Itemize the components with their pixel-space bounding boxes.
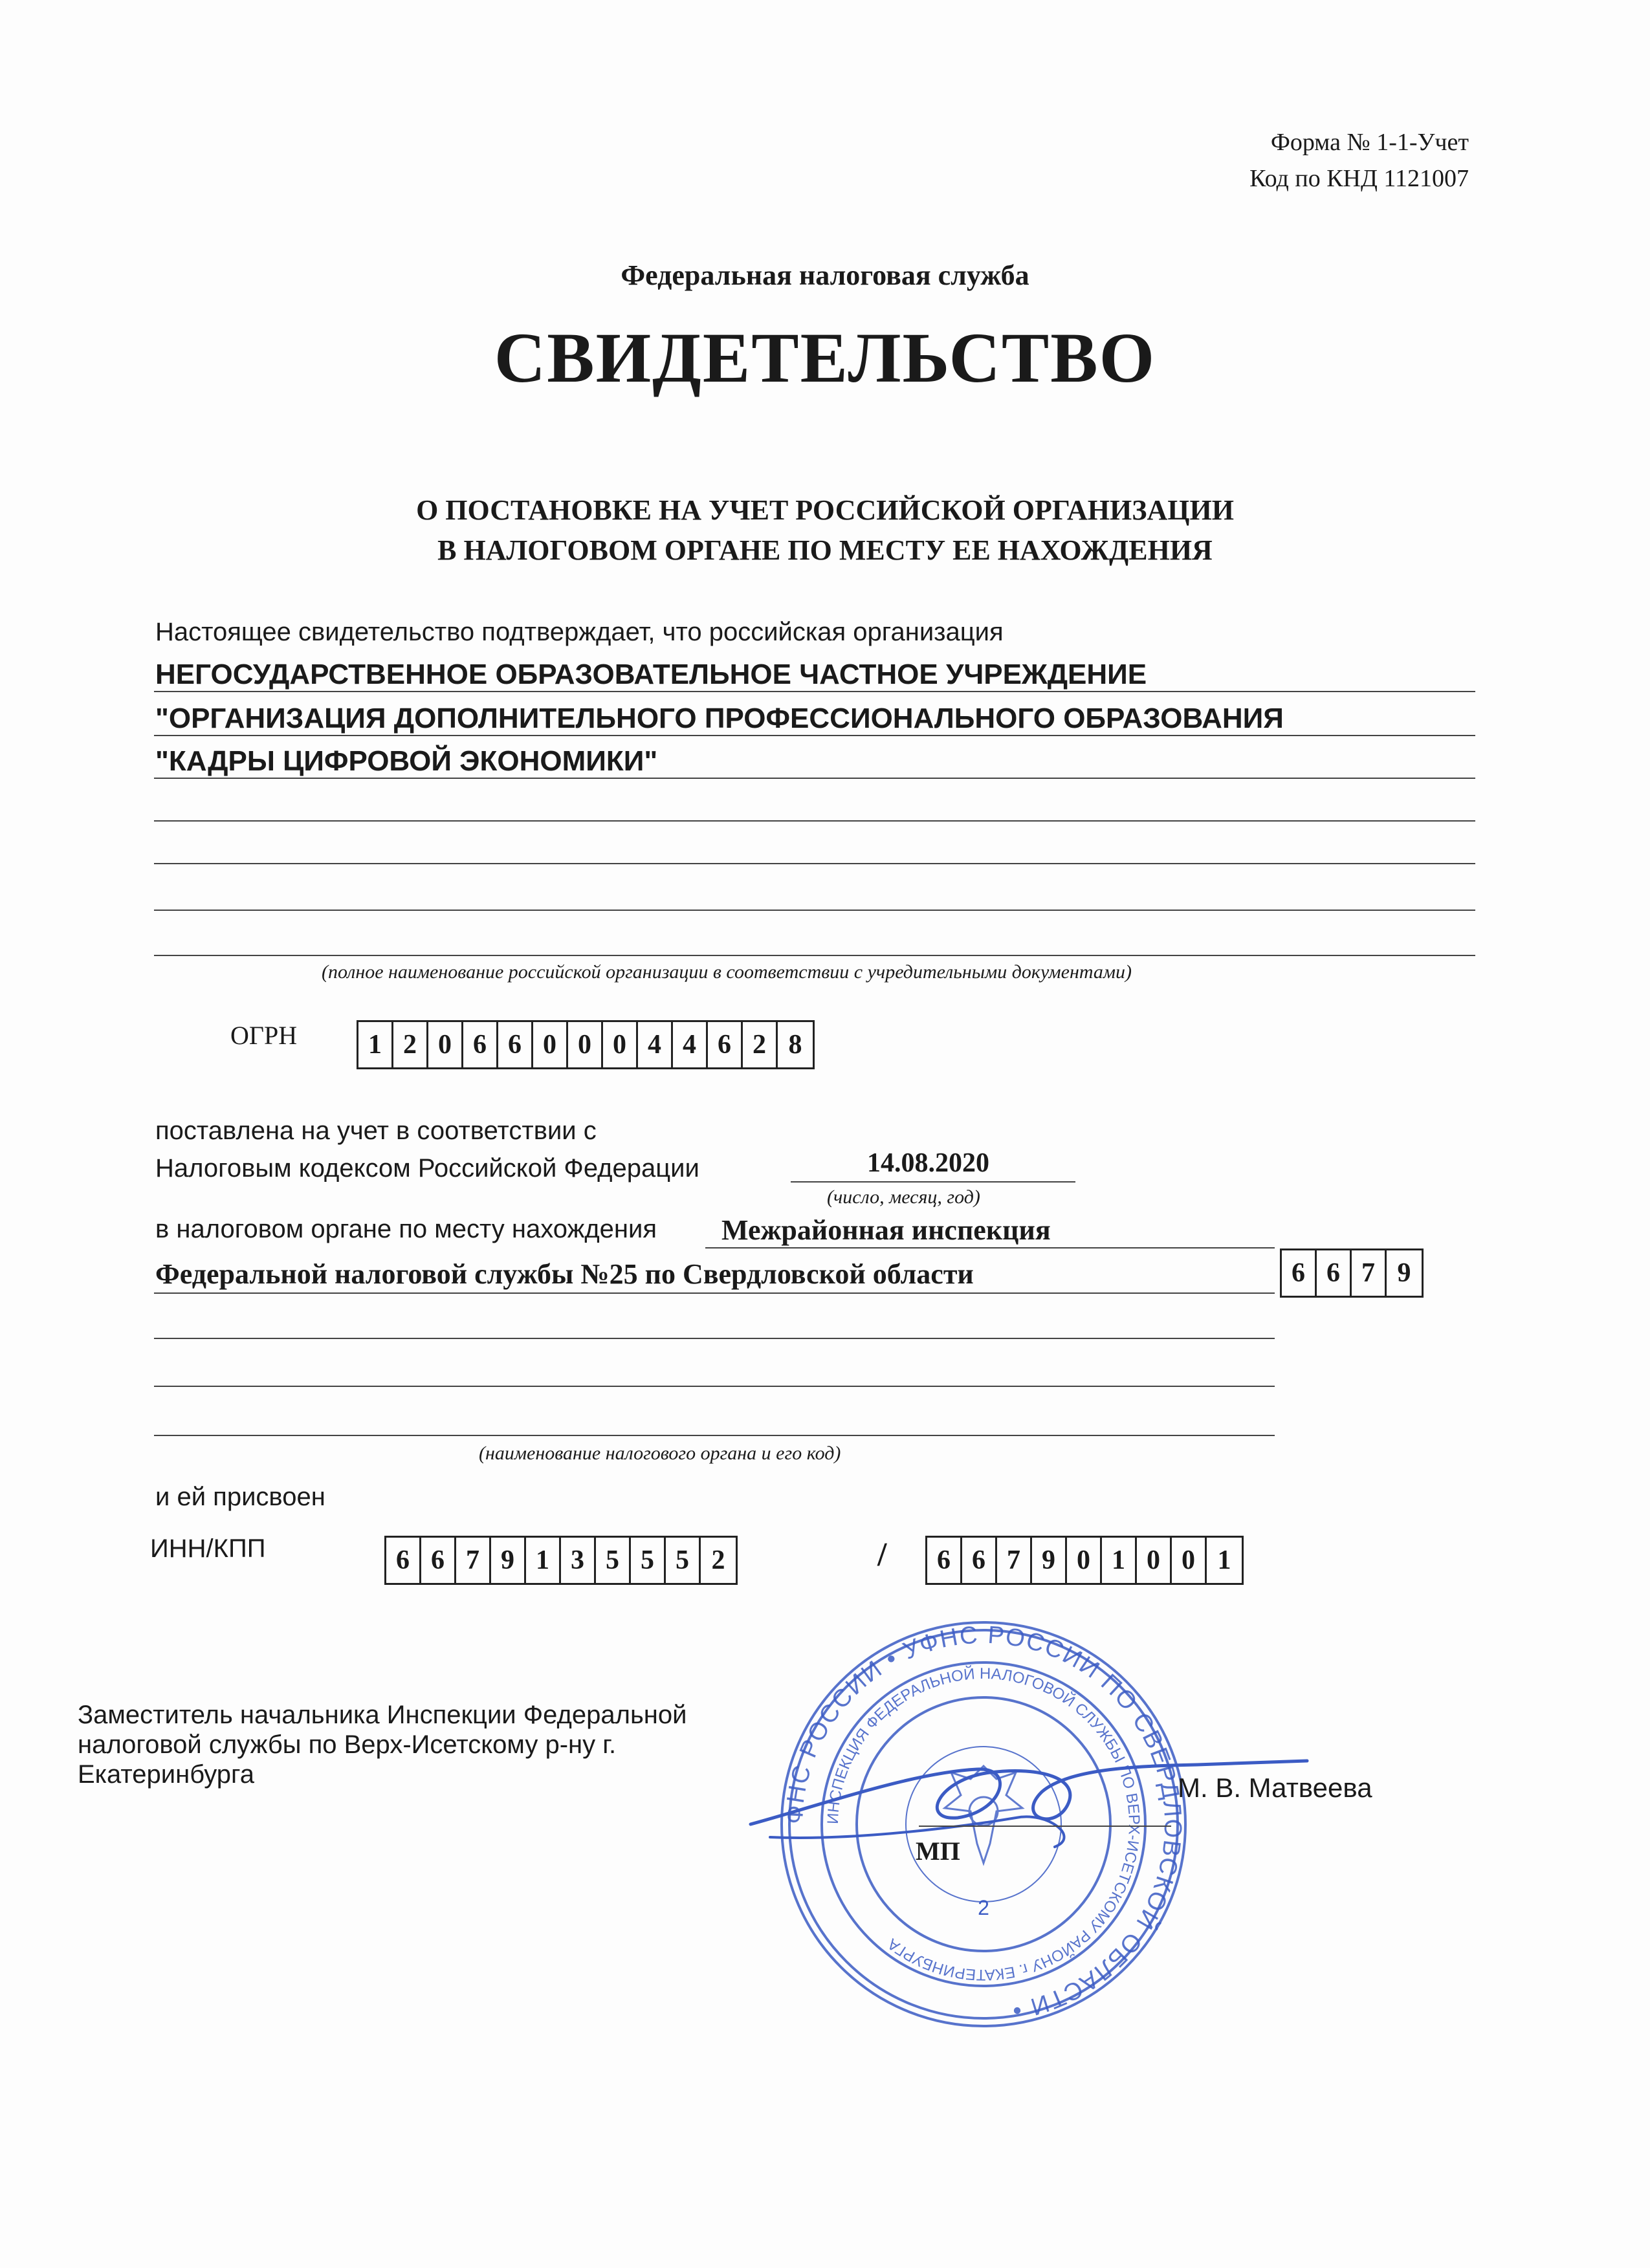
document-title: СВИДЕТЕЛЬСТВО <box>494 318 1156 397</box>
ogrn-digit-cell: 8 <box>788 1030 802 1060</box>
stamp-place-mark: МП <box>916 1837 960 1866</box>
tax-authority-name-1: Межрайонная инспекция <box>721 1214 1051 1246</box>
signatory-position-line-2: налоговой службы по Верх-Исетскому р-ну г. <box>78 1730 617 1759</box>
inn-digit-cell: 5 <box>596 1538 631 1583</box>
tax-authority-rule <box>154 1386 1275 1387</box>
ogrn-digit-cell: 6 <box>463 1022 498 1067</box>
ogrn-digit-cell: 4 <box>673 1022 708 1067</box>
ogrn-digit-cell: 2 <box>743 1022 778 1067</box>
inn-digit-cell: 6 <box>386 1538 421 1583</box>
kpp-digit-cell: 7 <box>997 1538 1032 1583</box>
org-name-line-1: НЕГОСУДАРСТВЕННОЕ ОБРАЗОВАТЕЛЬНОЕ ЧАСТНОЕ УЧРЕЖДЕНИЕ <box>155 659 1147 690</box>
date-hint: (число, месяц, год) <box>827 1186 980 1208</box>
signatory-position-line-3: Екатеринбурга <box>78 1760 255 1789</box>
org-name-line-3: "КАДРЫ ЦИФРОВОЙ ЭКОНОМИКИ" <box>155 745 658 777</box>
ogrn-digit-cell: 0 <box>603 1022 638 1067</box>
ogrn-digit-cell: 4 <box>638 1022 673 1067</box>
tax-authority-rule <box>154 1292 1275 1294</box>
org-name-line-2: "ОРГАНИЗАЦИЯ ДОПОЛНИТЕЛЬНОГО ПРОФЕССИОНАЛЬНОГО ОБРАЗОВАНИЯ <box>155 703 1284 734</box>
tax-authority-name-2: Федеральной налоговой службы №25 по Свердловской области <box>155 1258 974 1290</box>
intro-text: Настоящее свидетельство подтверждает, что российская организация <box>155 618 1004 646</box>
kpp-digit-cell: 0 <box>1172 1538 1207 1583</box>
subtitle-line-1: О ПОСТАНОВКЕ НА УЧЕТ РОССИЙСКОЙ ОРГАНИЗАЦИИ <box>416 494 1234 526</box>
signatory-name: М. В. Матвеева <box>1178 1772 1372 1803</box>
knd-code: Код по КНД 1121007 <box>1249 165 1469 192</box>
inn-digit-cell: 6 <box>421 1538 456 1583</box>
registration-date: 14.08.2020 <box>867 1148 989 1178</box>
tax-authority-code-field <box>1280 1248 1424 1298</box>
inn-kpp-label: ИНН/КПП <box>150 1534 266 1563</box>
org-name-hint: (полное наименование российской организации в соответствии с учредительными документами) <box>322 961 1132 983</box>
kpp-digit-cell: 1 <box>1102 1538 1137 1583</box>
inn-digit-cell: 1 <box>526 1538 561 1583</box>
org-name-rule <box>154 778 1475 779</box>
inn-digit-cell: 7 <box>456 1538 491 1583</box>
assigned-text: и ей присвоен <box>155 1483 325 1511</box>
ogrn-digit-cell: 6 <box>498 1022 533 1067</box>
org-name-rule <box>154 863 1475 864</box>
inn-field <box>384 1536 738 1585</box>
inn-digit-cell: 5 <box>666 1538 701 1583</box>
tax-authority-hint: (наименование налогового органа и его код) <box>479 1443 841 1464</box>
stamp-outer-text: ФНС РОССИИ • УФНС РОССИИ ПО СВЕРДЛОВСКОЙ ОБЛАСТИ • <box>780 1621 1187 2025</box>
ogrn-digit-cell: 0 <box>428 1022 463 1067</box>
tax-code-digit-cell: 9 <box>1397 1258 1411 1288</box>
ogrn-digit-cell: 1 <box>358 1022 393 1067</box>
ogrn-digit-cell: 0 <box>568 1022 603 1067</box>
registration-text-1: поставлена на учет в соответствии с <box>155 1117 597 1145</box>
agency-name: Федеральная налоговая служба <box>621 259 1029 291</box>
org-name-rule <box>154 820 1475 822</box>
kpp-field <box>925 1536 1244 1585</box>
inn-digit-cell: 9 <box>491 1538 526 1583</box>
org-name-rule <box>154 955 1475 956</box>
tax-authority-rule <box>705 1247 1275 1248</box>
kpp-digit-cell: 0 <box>1137 1538 1172 1583</box>
tax-authority-rule <box>154 1338 1275 1339</box>
signatory-position-line-1: Заместитель начальника Инспекции Федеральной <box>78 1701 687 1729</box>
org-name-rule <box>154 691 1475 692</box>
date-rule <box>791 1181 1075 1183</box>
tax-code-digit-cell: 7 <box>1352 1250 1387 1296</box>
tax-code-digit-cell: 6 <box>1282 1250 1317 1296</box>
form-number: Форма № 1-1-Учет <box>1270 129 1469 156</box>
inn-digit-cell: 3 <box>561 1538 596 1583</box>
stamp-number: 2 <box>978 1896 989 1919</box>
signature-rule <box>919 1826 1171 1827</box>
kpp-digit-cell: 6 <box>927 1538 962 1583</box>
tax-code-digit-cell: 6 <box>1317 1250 1352 1296</box>
registration-text-2: Налоговым кодексом Российской Федерации <box>155 1154 699 1183</box>
stamp-inner-text: ИНСПЕКЦИЯ ФЕДЕРАЛЬНОЙ НАЛОГОВОЙ СЛУЖБЫ ПО ВЕРХ-ИСЕТСКОМУ РАЙОНУ г. ЕКАТЕРИНБУРГА <box>824 1664 1143 1984</box>
kpp-digit-cell: 0 <box>1067 1538 1102 1583</box>
ogrn-digit-cell: 2 <box>393 1022 428 1067</box>
subtitle-line-2: В НАЛОГОВОМ ОРГАНЕ ПО МЕСТУ ЕЕ НАХОЖДЕНИЯ <box>437 534 1213 566</box>
ogrn-field <box>357 1020 815 1069</box>
org-name-rule <box>154 735 1475 736</box>
org-name-rule <box>154 910 1475 911</box>
ogrn-digit-cell: 0 <box>533 1022 568 1067</box>
signatory-position <box>78 1700 687 1789</box>
kpp-digit-cell: 6 <box>962 1538 997 1583</box>
document-subtitle <box>0 490 1650 571</box>
kpp-digit-cell: 1 <box>1217 1545 1231 1575</box>
inn-digit-cell: 5 <box>631 1538 666 1583</box>
ogrn-digit-cell: 6 <box>708 1022 743 1067</box>
inn-kpp-separator: / <box>877 1536 887 1573</box>
tax-authority-label: в налоговом органе по месту нахождения <box>155 1215 657 1243</box>
inn-digit-cell: 2 <box>711 1545 725 1575</box>
tax-authority-rule <box>154 1435 1275 1436</box>
kpp-digit-cell: 9 <box>1032 1538 1067 1583</box>
ogrn-label: ОГРН <box>230 1021 298 1050</box>
form-info <box>1249 124 1469 197</box>
